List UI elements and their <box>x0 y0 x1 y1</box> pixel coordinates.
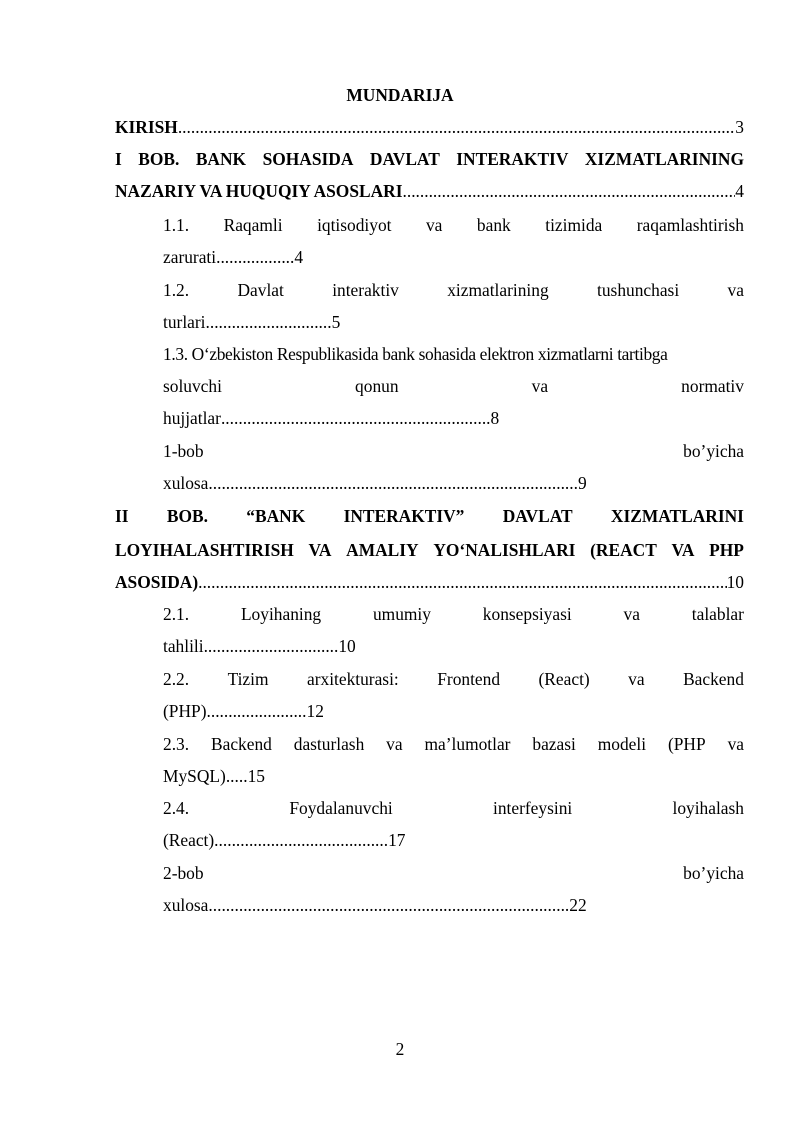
toc-word: bazasi <box>532 734 576 754</box>
toc-page: 4 <box>735 181 744 201</box>
toc-word: loyihalash <box>672 798 744 818</box>
toc-word: va <box>623 604 640 624</box>
toc-section-1-3-line3[interactable] <box>163 403 744 433</box>
toc-word: bo’yicha <box>683 863 744 883</box>
toc-word: “BANK <box>246 506 306 526</box>
toc-label: NAZARIY VA HUQUQIY ASOSLARI <box>115 181 403 201</box>
toc-word: XIZMATLARINI <box>610 506 744 526</box>
toc-leader <box>403 176 736 206</box>
toc-word: Frontend <box>437 669 501 689</box>
toc-leader: ..... <box>225 766 248 786</box>
toc-page: 4 <box>294 247 304 267</box>
toc-word: 1.1. <box>163 215 190 235</box>
toc-page: 9 <box>577 473 587 493</box>
toc-section-2-3-line2[interactable] <box>163 761 744 791</box>
toc-word: qonun <box>355 376 399 396</box>
toc-label: KIRISH <box>115 117 178 137</box>
toc-word: LOYIHALASHTIRISH <box>115 540 294 560</box>
toc-word: va <box>727 734 744 754</box>
toc-word: tushunchasi <box>597 280 680 300</box>
toc-label: MySQL) <box>163 766 226 786</box>
toc-chapter-2-line3[interactable] <box>115 567 744 597</box>
toc-word: iqtisodiyot <box>317 215 392 235</box>
toc-word: 2.2. <box>163 669 190 689</box>
toc-word: II <box>115 506 129 526</box>
toc-chapter-2-summary-line2[interactable] <box>163 890 744 920</box>
toc-word: DAVLAT <box>369 149 440 169</box>
toc-word: va <box>628 669 645 689</box>
toc-section-1-2-line1[interactable] <box>163 275 744 305</box>
toc-entry-kirish[interactable] <box>115 112 744 142</box>
toc-section-2-4-line2[interactable] <box>163 825 744 855</box>
toc-word: normativ <box>681 376 744 396</box>
toc-page: 10 <box>338 636 356 656</box>
toc-word: 2.4. <box>163 798 190 818</box>
toc-word: Raqamli <box>223 215 283 235</box>
toc-word: INTERAKTIV” <box>343 506 465 526</box>
toc-word: Backend <box>683 669 744 689</box>
toc-page: 12 <box>306 701 324 721</box>
toc-word: YO‘NALISHLARI <box>433 540 576 560</box>
toc-page: 17 <box>388 830 406 850</box>
toc-word: bo’yicha <box>683 441 744 461</box>
toc-word: VA <box>308 540 332 560</box>
toc-chapter-1-line2[interactable] <box>115 176 744 206</box>
toc-section-1-3-line1[interactable] <box>163 339 744 369</box>
toc-section-2-1-line1[interactable] <box>163 599 744 629</box>
toc-word: (React) <box>538 669 590 689</box>
toc-label: zarurati <box>163 247 217 267</box>
toc-word: ma’lumotlar <box>424 734 511 754</box>
toc-word: Backend <box>211 734 272 754</box>
toc-word: 2-bob <box>163 863 204 883</box>
toc-chapter-2-summary-line1[interactable] <box>163 858 744 888</box>
toc-word: bank <box>476 215 511 235</box>
toc-word: VA <box>671 540 695 560</box>
toc-leader: .................. <box>216 247 295 267</box>
toc-section-1-2-line2[interactable] <box>163 307 744 337</box>
toc-label: (PHP) <box>163 701 207 721</box>
toc-page: 3 <box>735 117 744 137</box>
toc-word: 1-bob <box>163 441 204 461</box>
toc-leader: .............................................................. <box>220 408 491 428</box>
toc-word: umumiy <box>372 604 431 624</box>
toc-word: dasturlash <box>293 734 365 754</box>
toc-section-1-1-line2[interactable] <box>163 242 744 272</box>
toc-section-2-1-line2[interactable] <box>163 631 744 661</box>
toc-page: 8 <box>490 408 500 428</box>
toc-section-2-4-line1[interactable] <box>163 793 744 823</box>
toc-word: soluvchi <box>163 376 222 396</box>
toc-chapter-1-summary-line1[interactable] <box>163 436 744 466</box>
toc-word: tizimida <box>545 215 603 235</box>
toc-word: Davlat <box>237 280 284 300</box>
toc-word: AMALIY <box>346 540 419 560</box>
toc-label: xulosa <box>163 473 209 493</box>
toc-word: SOHASIDA <box>262 149 354 169</box>
toc-section-2-3-line1[interactable] <box>163 729 744 759</box>
toc-leader: ........................................ <box>214 830 389 850</box>
toc-chapter-2-line2[interactable] <box>115 535 744 565</box>
toc-word: 2.3. <box>163 734 190 754</box>
toc-label: turlari <box>163 312 206 332</box>
toc-word: konsepsiyasi <box>482 604 572 624</box>
toc-word: va <box>386 734 403 754</box>
toc-word: 1.2. <box>163 280 190 300</box>
page-title: MUNDARIJA <box>346 85 454 105</box>
toc-leader: ............................. <box>205 312 332 332</box>
toc-leader <box>198 567 727 597</box>
toc-label: tahlili <box>163 636 204 656</box>
toc-label: ASOSIDA) <box>115 572 199 592</box>
toc-leader: ..................................................................................... <box>208 473 578 493</box>
toc-word: interaktiv <box>332 280 399 300</box>
toc-section-2-2-line1[interactable] <box>163 664 744 694</box>
toc-word: modeli <box>597 734 647 754</box>
toc-word: Tizim <box>227 669 269 689</box>
toc-word: xizmatlarining <box>447 280 549 300</box>
toc-word: 2.1. <box>163 604 190 624</box>
toc-word: Foydalanuvchi <box>289 798 393 818</box>
toc-section-2-2-line2[interactable] <box>163 696 744 726</box>
toc-word: DAVLAT <box>502 506 573 526</box>
toc-word: va <box>531 376 549 396</box>
toc-word: BANK <box>195 149 247 169</box>
toc-label: (React) <box>163 830 215 850</box>
toc-label: 1.3. O‘zbekiston Respublikasida bank sohasida elektron xizmatlarni tartibga <box>163 344 668 364</box>
toc-leader: ................................................................................... <box>208 895 570 915</box>
toc-page: 22 <box>569 895 587 915</box>
toc-section-1-1-line1[interactable] <box>163 210 744 240</box>
toc-word: Loyihaning <box>240 604 322 624</box>
toc-word: arxitekturasi: <box>306 669 399 689</box>
toc-section-1-3-line2[interactable] <box>163 371 744 401</box>
toc-word: XIZMATLARINING <box>584 149 744 169</box>
toc-chapter-2-line1[interactable] <box>115 501 744 531</box>
toc-leader: ............................... <box>203 636 339 656</box>
toc-label: hujjatlar <box>163 408 221 428</box>
toc-word: raqamlashtirish <box>636 215 744 235</box>
toc-word: va <box>727 280 744 300</box>
toc-page: 5 <box>331 312 341 332</box>
toc-word: BOB. <box>138 149 180 169</box>
toc-word: PHP <box>709 540 744 560</box>
toc-word: (PHP <box>667 734 706 754</box>
page-number: 2 <box>395 1039 405 1059</box>
toc-word: (REACT <box>590 540 657 560</box>
toc-word: interfeysini <box>493 798 573 818</box>
toc-word: I <box>115 149 122 169</box>
toc-word: INTERAKTIV <box>456 149 569 169</box>
toc-word: BOB. <box>166 506 208 526</box>
toc-leader: ....................... <box>206 701 307 721</box>
toc-chapter-1-summary-line2[interactable] <box>163 468 744 498</box>
toc-word: va <box>425 215 443 235</box>
toc-page: 15 <box>247 766 265 786</box>
toc-word: talablar <box>691 604 744 624</box>
toc-page: 10 <box>726 572 744 592</box>
toc-label: xulosa <box>163 895 209 915</box>
toc-chapter-1-line1[interactable] <box>115 144 744 174</box>
toc-leader <box>178 112 735 142</box>
